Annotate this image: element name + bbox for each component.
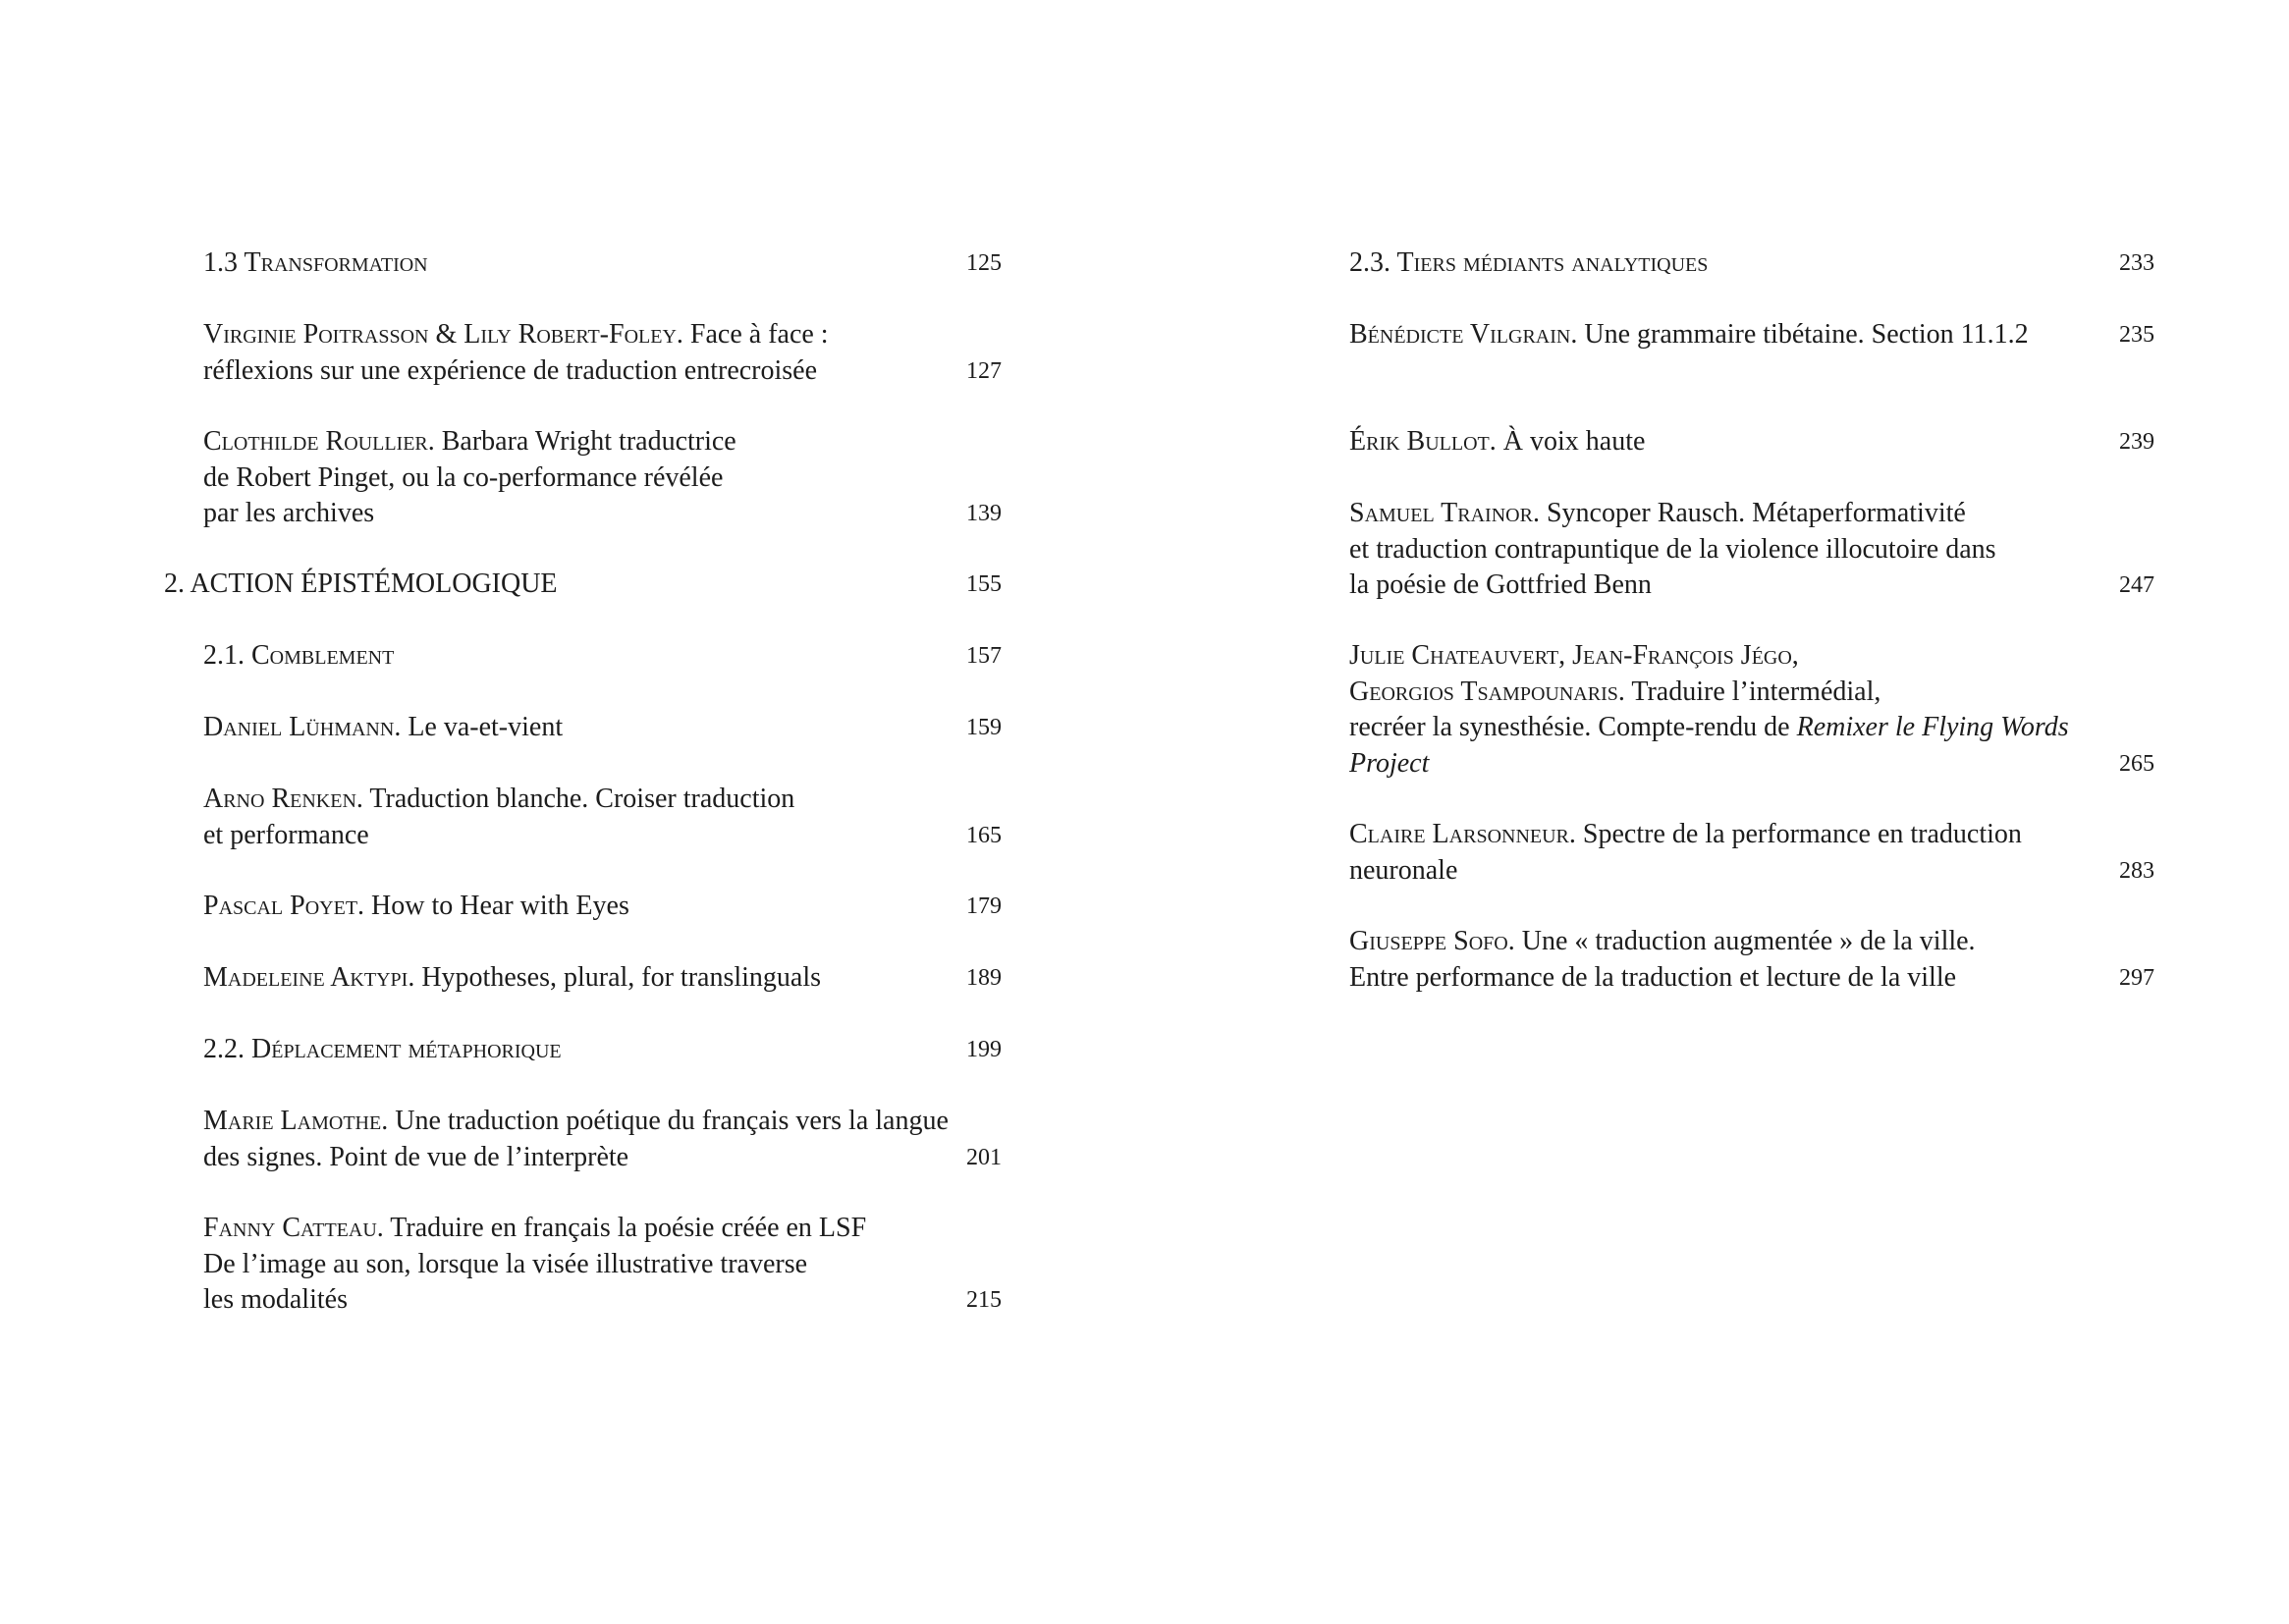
entry-title-line: Traduction blanche. Croiser traduction <box>369 784 795 814</box>
page-number: 155 <box>966 571 1002 597</box>
entry-title-line: De l’image au son, lorsque la visée illustrative traverse <box>203 1248 808 1279</box>
entry-author: Madeleine Aktypi <box>203 962 409 993</box>
section-title: 1.3 Transformation <box>203 247 428 278</box>
toc-entry[interactable]: Fanny Catteau. Traduire en français la poésie créée en LSF De l’image au son, lorsque la visée illustrative traverse les modalités 215 <box>203 1211 1002 1319</box>
page-number: 247 <box>2119 572 2154 598</box>
toc-entry[interactable]: Daniel Lühmann. Le va-et-vient 159 <box>203 710 1002 746</box>
entry-author: Virginie Poitrasson & Lily Robert-Foley <box>203 319 677 350</box>
entry-title-line: Hypotheses, plural, for translinguals <box>421 962 822 993</box>
entry-title-line: Une traduction poétique du français vers la langue <box>395 1106 949 1136</box>
page-number: 139 <box>966 501 1002 526</box>
entry-title-line: neuronale <box>1349 854 1458 886</box>
entry-title-line: par les archives <box>203 498 375 528</box>
toc-section-heading[interactable] <box>203 638 1002 675</box>
entry-title-line: et traduction contrapuntique de la violence illocutoire dans <box>1349 533 1996 565</box>
entry-title-line: des signes. Point de vue de l’interprète <box>203 1141 629 1172</box>
entry-author: Marie Lamothe <box>203 1106 382 1136</box>
entry-title-line: How to Hear with Eyes <box>371 891 629 921</box>
entry-author: Georgios Tsampounaris <box>1349 676 1618 707</box>
section-title: 2.2. Déplacement métaphorique <box>203 1034 562 1064</box>
entry-author: Giuseppe Sofo <box>1349 926 1508 956</box>
toc-entry[interactable]: Samuel Trainor. Syncoper Rausch. Métaperformativité et traduction contrapuntique de la violence illocutoire dans la poésie de Gottfried Benn 247 <box>1349 496 2154 604</box>
toc-entry[interactable]: Pascal Poyet. How to Hear with Eyes 179 <box>203 889 1002 925</box>
entry-title-line: Le va-et-vient <box>408 712 564 742</box>
entry-author: Claire Larsonneur <box>1349 819 1569 849</box>
page-number: 215 <box>966 1287 1002 1313</box>
entry-title-line: Barbara Wright traductrice <box>441 426 736 457</box>
page-number: 233 <box>2119 250 2154 276</box>
entry-title-line: À voix haute <box>1502 426 1646 457</box>
entry-author: Fanny Catteau <box>203 1213 377 1243</box>
entry-author: Arno Renken <box>203 784 356 814</box>
toc-entry[interactable]: Julie Chateauvert, Jean-François Jégo, Georgios Tsampounaris. Traduire l’intermédial, recréer la synesthésie. Compte-rendu de Remixer le Flying Words Project 265 <box>1349 638 2154 782</box>
page-number: 239 <box>2119 429 2154 455</box>
entry-title-line: Traduire en français la poésie créée en LSF <box>390 1213 867 1243</box>
page-number: 179 <box>966 893 1002 919</box>
page-number: 201 <box>966 1144 1002 1170</box>
entry-author: Bénédicte Vilgrain <box>1349 319 1571 350</box>
entry-title-line: Une grammaire tibétaine. Section 11.1.2 <box>1584 319 2029 350</box>
toc-entry[interactable]: Érik Bullot. À voix haute 239 <box>1349 424 2154 460</box>
entry-title-line: Traduire l’intermédial, <box>1631 676 1881 707</box>
page-number: 159 <box>966 715 1002 740</box>
page-number: 127 <box>966 357 1002 384</box>
toc-entry[interactable]: Arno Renken. Traduction blanche. Croiser traduction et performance 165 <box>203 782 1002 853</box>
page-number: 165 <box>966 822 1002 848</box>
entry-title-line: Syncoper Rausch. Métaperformativité <box>1546 498 1966 528</box>
page-number: 265 <box>2119 750 2154 777</box>
section-title: 2.1. Comblement <box>203 640 395 671</box>
entry-author: Julie Chateauvert, Jean-François Jégo, <box>1349 640 1799 671</box>
page-number: 297 <box>2119 964 2154 991</box>
page-number: 189 <box>966 965 1002 991</box>
page-number: 199 <box>966 1037 1002 1062</box>
toc-entry[interactable]: Virginie Poitrasson & Lily Robert-Foley. Face à face : réflexions sur une expérience de traduction entrecroisée 127 <box>203 317 1002 389</box>
toc-section-heading[interactable] <box>203 245 1002 282</box>
page-number: 235 <box>2119 322 2154 348</box>
toc-entry[interactable]: Clothilde Roullier. Barbara Wright traductrice de Robert Pinget, ou la co-performance révélée par les archives 139 <box>203 424 1002 532</box>
toc-section-heading[interactable] <box>1349 245 2154 282</box>
page-number: 157 <box>966 643 1002 669</box>
toc-section-heading[interactable] <box>203 1032 1002 1068</box>
entry-title-italic: Remixer le Flying Words <box>1796 712 2069 742</box>
entry-title-line: Spectre de la performance en traduction <box>1582 819 2022 849</box>
toc-entry[interactable]: Madeleine Aktypi. Hypotheses, plural, for translinguals 189 <box>203 960 1002 997</box>
entry-title-line: Face à face : <box>689 319 829 350</box>
entry-title-line: la poésie de Gottfried Benn <box>1349 569 1652 600</box>
entry-author: Daniel Lühmann <box>203 712 395 742</box>
toc-entry[interactable]: Giuseppe Sofo. Une « traduction augmentée » de la ville. Entre performance de la traduction et lecture de la ville 297 <box>1349 924 2154 996</box>
part-title: 2. ACTION ÉPISTÉMOLOGIQUE <box>164 568 558 599</box>
toc-entry[interactable]: Claire Larsonneur. Spectre de la performance en traduction neuronale 283 <box>1349 817 2154 889</box>
entry-author: Pascal Poyet <box>203 891 358 921</box>
section-title: 2.3. Tiers médiants analytiques <box>1349 247 1709 278</box>
page-number: 283 <box>2119 857 2154 884</box>
entry-title-italic: Project <box>1349 747 1430 779</box>
entry-title-line: les modalités <box>203 1284 348 1315</box>
entry-title-line: et performance <box>203 819 369 850</box>
toc-part-heading[interactable] <box>164 567 1002 603</box>
entry-title-line: de Robert Pinget, ou la co-performance révélée <box>203 461 724 493</box>
entry-author: Érik Bullot <box>1349 426 1490 457</box>
entry-title-line: Une « traduction augmentée » de la ville. <box>1521 926 1976 956</box>
entry-title-line: Entre performance de la traduction et lecture de la ville <box>1349 961 1957 993</box>
toc-entry[interactable]: Bénédicte Vilgrain. Une grammaire tibétaine. Section 11.1.2 235 <box>1349 317 2154 353</box>
entry-title-line: recréer la synesthésie. Compte-rendu de <box>1349 712 1797 742</box>
entry-author: Samuel Trainor <box>1349 498 1533 528</box>
toc-entry[interactable]: Marie Lamothe. Une traduction poétique du français vers la langue des signes. Point de vue de l’interprète 201 <box>203 1104 1002 1175</box>
entry-author: Clothilde Roullier <box>203 426 428 457</box>
entry-title-line: réflexions sur une expérience de traduction entrecroisée <box>203 354 818 386</box>
page-number: 125 <box>966 250 1002 276</box>
